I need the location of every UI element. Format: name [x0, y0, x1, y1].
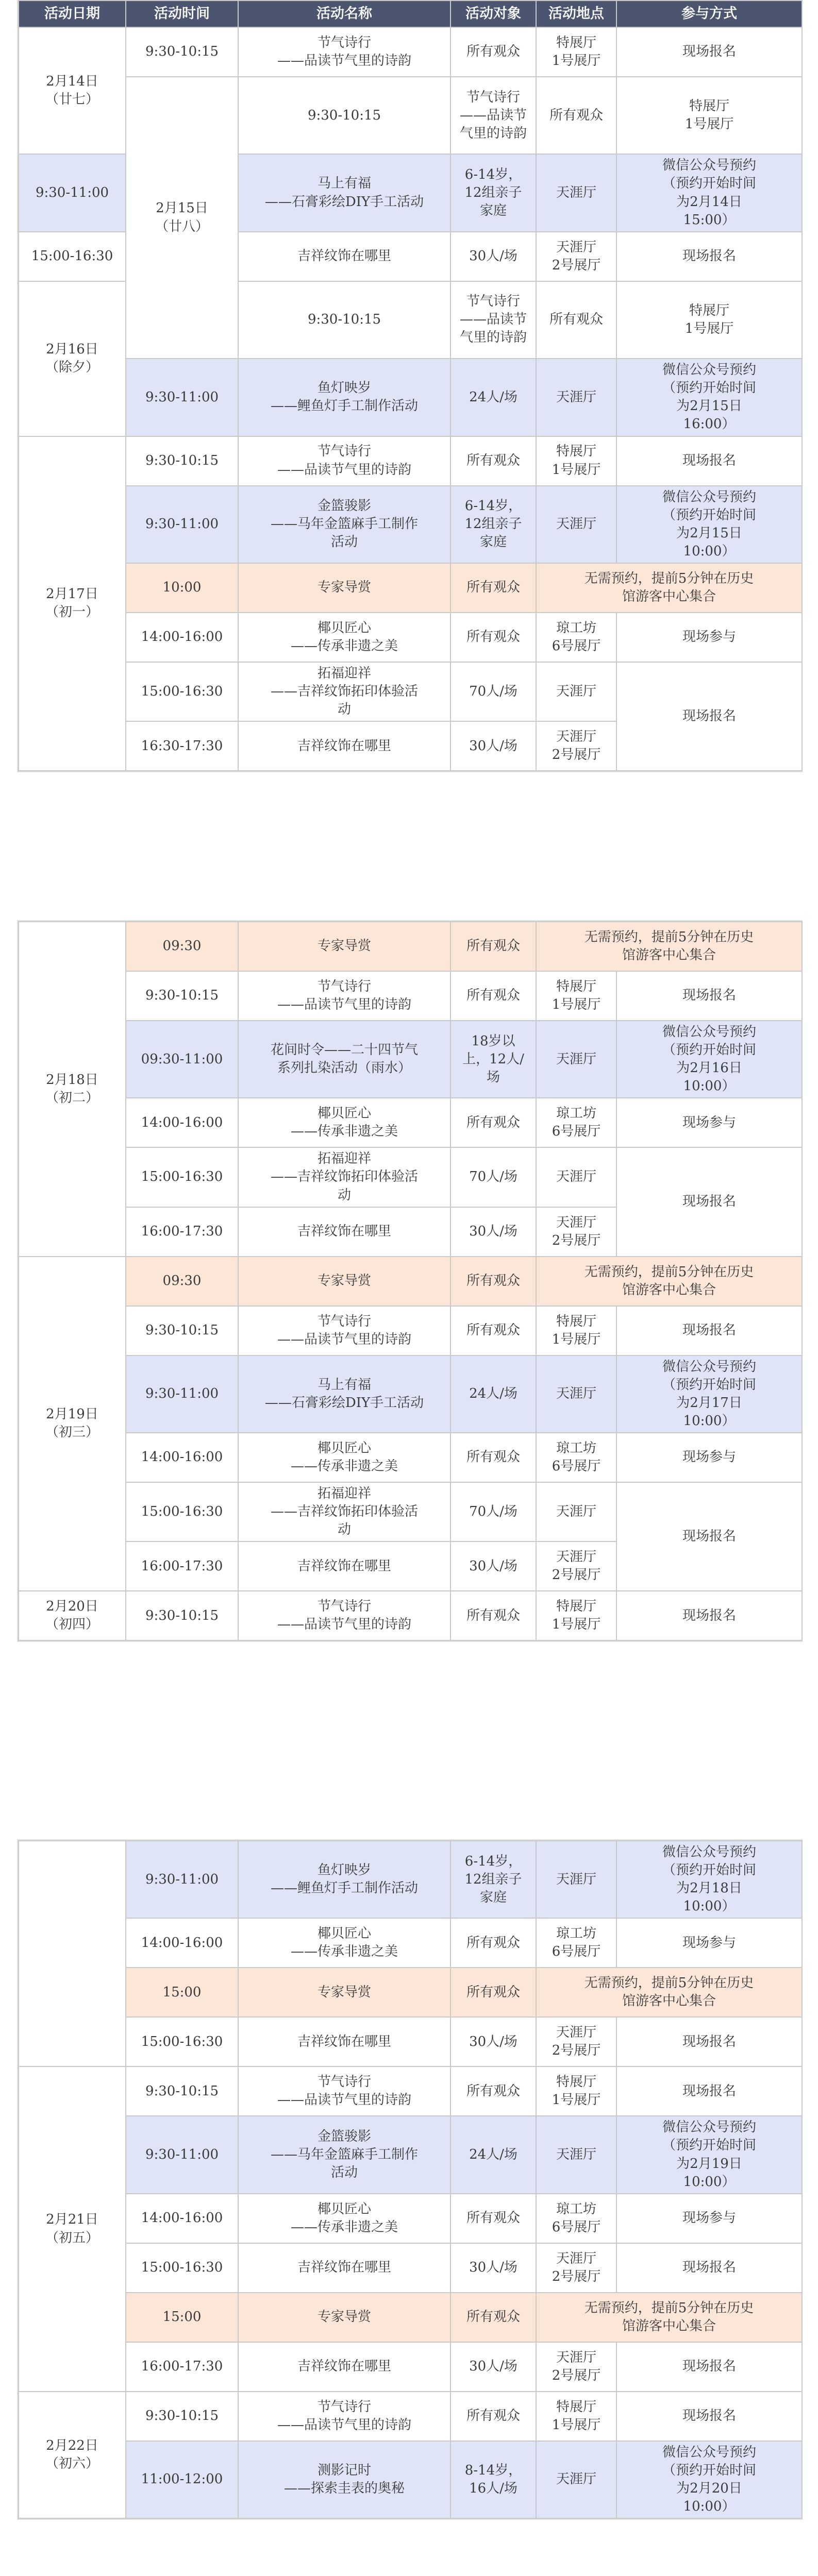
table-row	[19, 1482, 802, 1541]
location-cell: 特展厅 1号展厅	[536, 2066, 616, 2116]
location-and-method-cell: 无需预约，提前5分钟在历史 馆游客中心集合	[536, 922, 802, 971]
table-row	[19, 1257, 802, 1306]
participation-cell: 现场报名	[616, 27, 802, 77]
participation-cell: 现场参与	[616, 1098, 802, 1147]
audience-cell: 所有观众	[450, 1098, 536, 1147]
activity-name-cell: 测影记时 ——探索圭表的奥秘	[238, 2441, 450, 2518]
time-cell: 16:00-17:30	[126, 2342, 238, 2392]
location-cell: 天涯厅	[536, 1021, 616, 1098]
activity-name-cell: 吉祥纹饰在哪里	[238, 1207, 450, 1257]
activity-name-cell: 金篮骏影 ——马年金篮麻手工制作 活动	[238, 2116, 450, 2193]
activity-name-cell: 拓福迎祥 ——吉祥纹饰拓印体验活 动	[238, 1147, 450, 1207]
location-cell: 特展厅 1号展厅	[536, 436, 616, 486]
location-cell: 天涯厅 2号展厅	[536, 2017, 616, 2066]
audience-cell: 所有观众	[450, 436, 536, 486]
activity-name-cell: 专家导赏	[238, 563, 450, 613]
table-row	[19, 2342, 802, 2392]
table-row	[19, 2017, 802, 2066]
time-cell: 15:00-16:30	[126, 2017, 238, 2066]
time-cell: 09:30-11:00	[126, 1021, 238, 1098]
location-cell: 特展厅 1号展厅	[536, 2392, 616, 2441]
time-cell: 10:00	[126, 563, 238, 613]
participation-cell: 现场报名	[616, 1306, 802, 1355]
location-cell: 特展厅 1号展厅	[536, 27, 616, 77]
audience-cell: 30人/场	[450, 1541, 536, 1591]
location-cell: 天涯厅	[536, 1841, 616, 1918]
audience-cell: 24人/场	[450, 2116, 536, 2193]
table-row	[19, 359, 802, 436]
time-cell: 9:30-11:00	[126, 2116, 238, 2193]
audience-cell: 所有观众	[450, 1918, 536, 1968]
table-row	[19, 1918, 802, 1968]
date-cell: 2月17日 （初一）	[19, 436, 126, 771]
time-cell: 9:30-11:00	[126, 1355, 238, 1433]
time-cell: 15:00-16:30	[126, 662, 238, 721]
table-row	[19, 2243, 802, 2293]
audience-cell: 70人/场	[450, 662, 536, 721]
table-row	[19, 971, 802, 1021]
audience-cell: 所有观众	[536, 281, 616, 359]
column-header: 活动日期	[19, 1, 126, 27]
activity-name-cell: 节气诗行 ——品读节气里的诗韵	[450, 281, 536, 359]
time-cell: 15:00	[126, 1968, 238, 2017]
audience-cell: 所有观众	[450, 2293, 536, 2342]
participation-cell: 现场报名	[616, 1482, 802, 1591]
table-row	[19, 77, 802, 154]
activity-name-cell: 椰贝匠心 ——传承非遗之美	[238, 1098, 450, 1147]
table-row	[19, 1968, 802, 2017]
activity-name-cell: 椰贝匠心 ——传承非遗之美	[238, 2194, 450, 2243]
participation-cell: 现场报名	[616, 2017, 802, 2066]
audience-cell: 所有观众	[450, 613, 536, 662]
participation-cell: 微信公众号预约 （预约开始时间 为2月19日 10:00）	[616, 2116, 802, 2193]
activity-name-cell: 专家导赏	[238, 1257, 450, 1306]
audience-cell: 所有观众	[450, 971, 536, 1021]
time-cell: 15:00-16:30	[19, 232, 126, 281]
time-cell: 9:30-10:15	[238, 281, 450, 359]
activity-name-cell: 节气诗行 ——品读节气里的诗韵	[238, 2066, 450, 2116]
audience-cell: 24人/场	[450, 1355, 536, 1433]
location-cell: 特展厅 1号展厅	[616, 281, 802, 359]
location-cell: 天涯厅	[536, 486, 616, 563]
column-header: 参与方式	[616, 1, 802, 27]
table-row	[19, 1355, 802, 1433]
column-header: 活动对象	[450, 1, 536, 27]
activity-name-cell: 椰贝匠心 ——传承非遗之美	[238, 1433, 450, 1482]
activity-name-cell: 花间时令——二十四节气 系列扎染活动（雨水）	[238, 1021, 450, 1098]
time-cell: 9:30-10:15	[126, 436, 238, 486]
table-row	[19, 27, 802, 77]
location-cell: 特展厅 1号展厅	[536, 1306, 616, 1355]
location-cell: 天涯厅	[536, 2116, 616, 2193]
activity-name-cell: 专家导赏	[238, 922, 450, 971]
column-header: 活动地点	[536, 1, 616, 27]
location-and-method-cell: 无需预约，提前5分钟在历史 馆游客中心集合	[536, 1968, 802, 2017]
table-row	[19, 613, 802, 662]
participation-cell: 现场参与	[616, 2194, 802, 2243]
location-cell: 天涯厅	[536, 154, 616, 231]
participation-cell: 现场报名	[616, 1591, 802, 1640]
location-cell: 琼工坊 6号展厅	[536, 1098, 616, 1147]
audience-cell: 30人/场	[450, 232, 536, 281]
participation-cell: 现场报名	[616, 436, 802, 486]
table-row	[19, 486, 802, 563]
time-cell: 9:30-10:15	[126, 2066, 238, 2116]
audience-cell: 6-14岁， 12组亲子 家庭	[450, 154, 536, 231]
participation-cell: 现场报名	[616, 1147, 802, 1256]
location-cell: 天涯厅 2号展厅	[536, 2342, 616, 2392]
table-row	[19, 1147, 802, 1207]
date-cell: 2月19日 （初三）	[19, 1257, 126, 1591]
audience-cell: 30人/场	[450, 2243, 536, 2293]
activity-name-cell: 椰贝匠心 ——传承非遗之美	[238, 1918, 450, 1968]
time-cell: 16:00-17:30	[126, 1207, 238, 1257]
time-cell: 9:30-11:00	[126, 359, 238, 436]
audience-cell: 所有观众	[450, 563, 536, 613]
time-cell: 15:00-16:30	[126, 2243, 238, 2293]
activity-name-cell: 专家导赏	[238, 2293, 450, 2342]
column-header: 活动时间	[126, 1, 238, 27]
activity-name-cell: 鱼灯映岁 ——鲤鱼灯手工制作活动	[238, 359, 450, 436]
audience-cell: 所有观众	[536, 77, 616, 154]
audience-cell: 6-14岁， 12组亲子 家庭	[450, 486, 536, 563]
location-cell: 天涯厅	[536, 1482, 616, 1541]
location-and-method-cell: 无需预约，提前5分钟在历史 馆游客中心集合	[536, 2293, 802, 2342]
activity-name-cell: 节气诗行 ——品读节气里的诗韵	[238, 436, 450, 486]
audience-cell: 6-14岁， 12组亲子 家庭	[450, 1841, 536, 1918]
participation-cell: 现场报名	[616, 971, 802, 1021]
audience-cell: 30人/场	[450, 721, 536, 771]
participation-cell: 现场报名	[616, 2342, 802, 2392]
audience-cell: 所有观众	[450, 922, 536, 971]
schedule-section	[18, 0, 802, 771]
date-cell: 2月18日 （初二）	[19, 922, 126, 1257]
participation-cell: 微信公众号预约 （预约开始时间 为2月20日 10:00）	[616, 2441, 802, 2518]
time-cell: 9:30-10:15	[238, 77, 450, 154]
activity-name-cell: 椰贝匠心 ——传承非遗之美	[238, 613, 450, 662]
participation-cell: 现场报名	[616, 662, 802, 771]
audience-cell: 所有观众	[450, 1306, 536, 1355]
activity-name-cell: 专家导赏	[238, 1968, 450, 2017]
participation-cell: 微信公众号预约 （预约开始时间 为2月15日 16:00）	[616, 359, 802, 436]
table-row	[19, 2066, 802, 2116]
table-row	[19, 662, 802, 721]
table-row	[19, 563, 802, 613]
time-cell: 14:00-16:00	[126, 2194, 238, 2243]
table-row	[19, 2194, 802, 2243]
activity-name-cell: 节气诗行 ——品读节气里的诗韵	[238, 1306, 450, 1355]
participation-cell: 微信公众号预约 （预约开始时间 为2月14日 15:00）	[616, 154, 802, 231]
time-cell: 9:30-10:15	[126, 1306, 238, 1355]
date-cell	[19, 1841, 126, 2066]
schedule-table	[18, 921, 803, 1641]
time-cell: 15:00	[126, 2293, 238, 2342]
date-cell: 2月15日 （廿八）	[126, 77, 238, 359]
schedule-section	[18, 1840, 802, 2519]
date-cell: 2月21日 （初五）	[19, 2066, 126, 2391]
activity-name-cell: 节气诗行 ——品读节气里的诗韵	[238, 27, 450, 77]
location-cell: 特展厅 1号展厅	[536, 1591, 616, 1640]
column-header: 活动名称	[238, 1, 450, 27]
time-cell: 9:30-11:00	[126, 486, 238, 563]
participation-cell: 微信公众号预约 （预约开始时间 为2月15日 10:00）	[616, 486, 802, 563]
audience-cell: 30人/场	[450, 2342, 536, 2392]
location-cell: 天涯厅	[536, 1355, 616, 1433]
date-cell: 2月22日 （初六）	[19, 2392, 126, 2518]
audience-cell: 18岁以 上，12人/ 场	[450, 1021, 536, 1098]
time-cell: 14:00-16:00	[126, 613, 238, 662]
schedule-table	[18, 0, 803, 771]
date-cell: 2月20日 （初四）	[19, 1591, 126, 1640]
participation-cell: 微信公众号预约 （预约开始时间 为2月16日 10:00）	[616, 1021, 802, 1098]
table-row	[19, 436, 802, 486]
schedule-table	[18, 1840, 803, 2519]
participation-cell: 现场报名	[616, 232, 802, 281]
activity-name-cell: 吉祥纹饰在哪里	[238, 2342, 450, 2392]
table-header-row	[19, 1, 802, 27]
time-cell: 9:30-11:00	[126, 1841, 238, 1918]
location-cell: 天涯厅 2号展厅	[536, 232, 616, 281]
location-cell: 天涯厅	[536, 359, 616, 436]
date-cell: 2月16日 （除夕）	[19, 281, 126, 436]
audience-cell: 所有观众	[450, 1433, 536, 1482]
table-row	[19, 1306, 802, 1355]
activity-name-cell: 吉祥纹饰在哪里	[238, 1541, 450, 1591]
audience-cell: 30人/场	[450, 2017, 536, 2066]
table-row	[19, 1021, 802, 1098]
time-cell: 14:00-16:00	[126, 1918, 238, 1968]
time-cell: 9:30-10:15	[126, 2392, 238, 2441]
activity-name-cell: 节气诗行 ——品读节气里的诗韵	[450, 77, 536, 154]
activity-name-cell: 马上有福 ——石膏彩绘DIY手工活动	[238, 154, 450, 231]
time-cell: 9:30-10:15	[126, 27, 238, 77]
activity-name-cell: 鱼灯映岁 ——鲤鱼灯手工制作活动	[238, 1841, 450, 1918]
time-cell: 16:30-17:30	[126, 721, 238, 771]
table-row	[19, 2441, 802, 2518]
audience-cell: 30人/场	[450, 1207, 536, 1257]
time-cell: 11:00-12:00	[126, 2441, 238, 2518]
audience-cell: 所有观众	[450, 1591, 536, 1640]
audience-cell: 8-14岁， 16人/场	[450, 2441, 536, 2518]
activity-name-cell: 节气诗行 ——品读节气里的诗韵	[238, 1591, 450, 1640]
time-cell: 14:00-16:00	[126, 1433, 238, 1482]
audience-cell: 24人/场	[450, 359, 536, 436]
audience-cell: 70人/场	[450, 1482, 536, 1541]
audience-cell: 所有观众	[450, 1257, 536, 1306]
audience-cell: 所有观众	[450, 2194, 536, 2243]
location-cell: 琼工坊 6号展厅	[536, 1433, 616, 1482]
activity-name-cell: 吉祥纹饰在哪里	[238, 721, 450, 771]
location-cell: 天涯厅 2号展厅	[536, 2243, 616, 2293]
participation-cell: 现场参与	[616, 1918, 802, 1968]
time-cell: 14:00-16:00	[126, 1098, 238, 1147]
activity-name-cell: 拓福迎祥 ——吉祥纹饰拓印体验活 动	[238, 662, 450, 721]
location-cell: 特展厅 1号展厅	[616, 77, 802, 154]
time-cell: 09:30	[126, 922, 238, 971]
table-row	[19, 2293, 802, 2342]
location-and-method-cell: 无需预约，提前5分钟在历史 馆游客中心集合	[536, 1257, 802, 1306]
audience-cell: 所有观众	[450, 1968, 536, 2017]
audience-cell: 所有观众	[450, 2066, 536, 2116]
activity-name-cell: 拓福迎祥 ——吉祥纹饰拓印体验活 动	[238, 1482, 450, 1541]
date-cell: 2月14日 （廿七）	[19, 27, 126, 154]
activity-name-cell: 金篮骏影 ——马年金篮麻手工制作 活动	[238, 486, 450, 563]
participation-cell: 现场参与	[616, 613, 802, 662]
audience-cell: 所有观众	[450, 2392, 536, 2441]
time-cell: 9:30-10:15	[126, 971, 238, 1021]
table-row	[19, 1098, 802, 1147]
time-cell: 15:00-16:30	[126, 1482, 238, 1541]
participation-cell: 现场报名	[616, 2066, 802, 2116]
table-row	[19, 2392, 802, 2441]
location-cell: 天涯厅 2号展厅	[536, 721, 616, 771]
participation-cell: 现场报名	[616, 2243, 802, 2293]
participation-cell: 微信公众号预约 （预约开始时间 为2月17日 10:00）	[616, 1355, 802, 1433]
activity-name-cell: 马上有福 ——石膏彩绘DIY手工活动	[238, 1355, 450, 1433]
time-cell: 16:00-17:30	[126, 1541, 238, 1591]
location-cell: 天涯厅	[536, 662, 616, 721]
table-row	[19, 1841, 802, 1918]
table-row	[19, 2116, 802, 2193]
location-cell: 天涯厅 2号展厅	[536, 1207, 616, 1257]
activity-name-cell: 吉祥纹饰在哪里	[238, 2243, 450, 2293]
activity-name-cell: 节气诗行 ——品读节气里的诗韵	[238, 2392, 450, 2441]
time-cell: 15:00-16:30	[126, 1147, 238, 1207]
time-cell: 9:30-11:00	[19, 154, 126, 231]
activity-name-cell: 吉祥纹饰在哪里	[238, 232, 450, 281]
location-cell: 天涯厅	[536, 1147, 616, 1207]
table-row	[19, 1591, 802, 1640]
schedule-section	[18, 921, 802, 1641]
time-cell: 9:30-10:15	[126, 1591, 238, 1640]
location-cell: 特展厅 1号展厅	[536, 971, 616, 1021]
participation-cell: 微信公众号预约 （预约开始时间 为2月18日 10:00）	[616, 1841, 802, 1918]
participation-cell: 现场参与	[616, 1433, 802, 1482]
location-cell: 琼工坊 6号展厅	[536, 2194, 616, 2243]
location-cell: 琼工坊 6号展厅	[536, 1918, 616, 1968]
audience-cell: 70人/场	[450, 1147, 536, 1207]
table-row	[19, 922, 802, 971]
location-and-method-cell: 无需预约，提前5分钟在历史 馆游客中心集合	[536, 563, 802, 613]
time-cell: 09:30	[126, 1257, 238, 1306]
location-cell: 天涯厅 2号展厅	[536, 1541, 616, 1591]
participation-cell: 现场报名	[616, 2392, 802, 2441]
table-row	[19, 1433, 802, 1482]
activity-name-cell: 节气诗行 ——品读节气里的诗韵	[238, 971, 450, 1021]
location-cell: 天涯厅	[536, 2441, 616, 2518]
location-cell: 琼工坊 6号展厅	[536, 613, 616, 662]
activity-name-cell: 吉祥纹饰在哪里	[238, 2017, 450, 2066]
audience-cell: 所有观众	[450, 27, 536, 77]
